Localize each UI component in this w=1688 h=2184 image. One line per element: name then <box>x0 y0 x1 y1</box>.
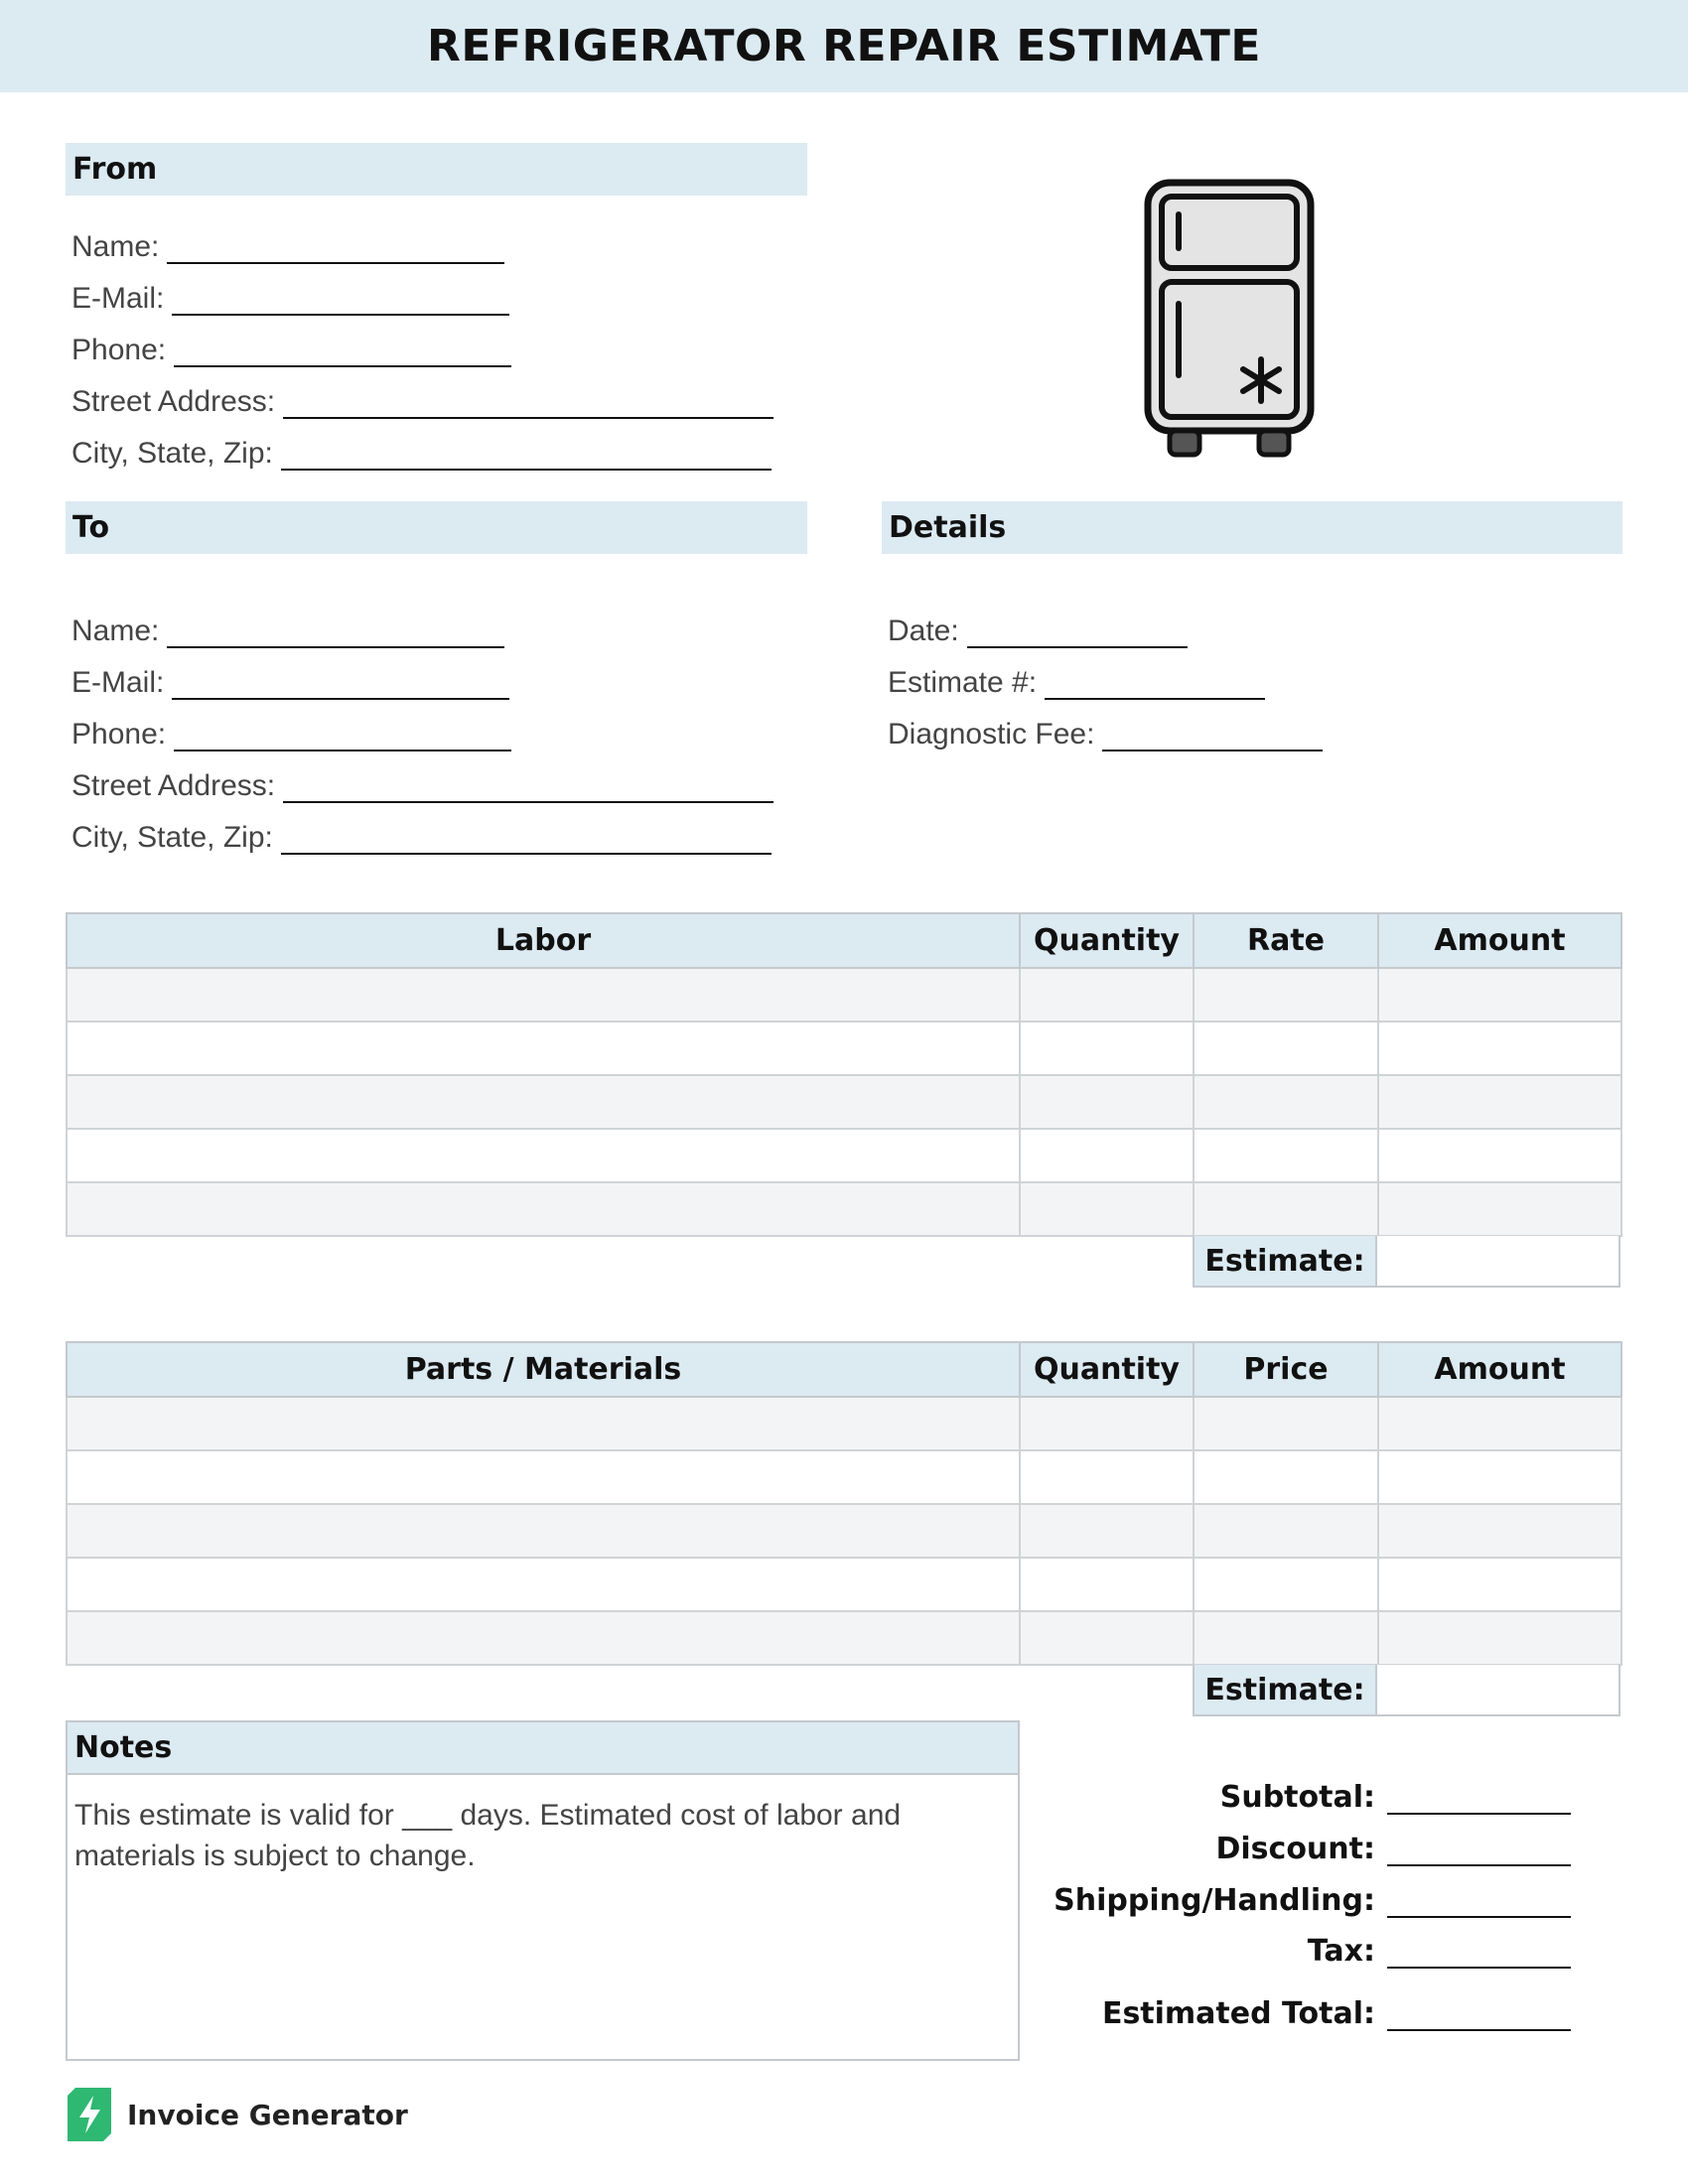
table-cell[interactable] <box>1020 1397 1194 1450</box>
parts-table <box>66 1341 1622 1666</box>
brand-footer <box>68 2088 408 2141</box>
details-section <box>882 501 1622 554</box>
table-cell[interactable] <box>1194 1558 1378 1611</box>
table-cell[interactable] <box>67 1611 1020 1665</box>
table-cell[interactable] <box>1194 1504 1378 1558</box>
table-cell[interactable] <box>67 1022 1020 1075</box>
table-cell[interactable] <box>1194 968 1378 1022</box>
parts-estimate-value[interactable] <box>1377 1665 1620 1716</box>
table-cell[interactable] <box>1378 1182 1621 1236</box>
shipping-row[interactable]: Shipping/Handling : <box>1054 1878 1571 1918</box>
table-cell[interactable] <box>1020 1558 1194 1611</box>
table-cell[interactable] <box>1378 968 1621 1022</box>
totals-section <box>1053 1775 1571 2053</box>
table-cell[interactable] <box>1378 1129 1621 1182</box>
table-cell[interactable] <box>1020 1075 1194 1129</box>
to-street-line[interactable] <box>283 773 774 803</box>
from-name-field[interactable]: Name: <box>71 224 774 264</box>
title-bar <box>0 0 1688 92</box>
table-row <box>67 1450 1621 1504</box>
subtotal-line[interactable] <box>1387 1785 1571 1815</box>
table-cell[interactable] <box>1020 1504 1194 1558</box>
notes-text: This estimate is valid for ___ days. Estimated cost of labor and materials is subject to change. <box>74 1799 902 1872</box>
to-phone-field[interactable]: Phone: <box>71 712 774 751</box>
parts-estimate-label: Estimate: <box>1193 1665 1377 1716</box>
brand-name: Invoice Generator <box>127 2098 408 2131</box>
parts-table-wrapper <box>66 1341 1622 1666</box>
from-section <box>66 143 807 196</box>
table-cell[interactable] <box>67 1504 1020 1558</box>
table-cell[interactable] <box>67 1129 1020 1182</box>
table-cell[interactable] <box>1194 1397 1378 1450</box>
estimated-total-row[interactable]: Estimated Total : <box>1102 1991 1571 2031</box>
table-cell[interactable] <box>1020 968 1194 1022</box>
to-phone-line[interactable] <box>174 722 511 751</box>
table-cell[interactable] <box>1020 1182 1194 1236</box>
notes-section <box>66 1720 1020 2061</box>
from-city-field[interactable]: City, State, Zip: <box>71 431 774 471</box>
to-fields <box>71 609 774 855</box>
table-cell[interactable] <box>1194 1075 1378 1129</box>
shipping-line[interactable] <box>1387 1888 1571 1918</box>
to-city-field[interactable]: City, State, Zip: <box>71 815 774 855</box>
to-heading: To <box>66 501 807 554</box>
labor-col-quantity: Quantity <box>1020 913 1194 968</box>
table-cell[interactable] <box>1020 1022 1194 1075</box>
table-cell[interactable] <box>1020 1129 1194 1182</box>
table-row <box>67 1022 1621 1075</box>
refrigerator-icon <box>1142 177 1321 463</box>
table-cell[interactable] <box>1378 1450 1621 1504</box>
table-row <box>67 1504 1621 1558</box>
to-section <box>66 501 807 554</box>
tax-row[interactable]: Tax : <box>1308 1929 1571 1969</box>
from-fields <box>71 224 774 471</box>
from-email-field[interactable]: E-Mail: <box>71 276 774 316</box>
estimate-number-line[interactable] <box>1045 670 1265 700</box>
to-street-field[interactable]: Street Address: <box>71 763 774 803</box>
labor-table <box>66 912 1622 1237</box>
table-cell[interactable] <box>1020 1450 1194 1504</box>
notes-heading: Notes <box>66 1720 1020 1773</box>
table-cell[interactable] <box>67 1182 1020 1236</box>
table-cell[interactable] <box>1194 1611 1378 1665</box>
details-fields <box>888 609 1323 751</box>
date-line[interactable] <box>967 618 1188 648</box>
parts-estimate-row <box>1193 1665 1620 1716</box>
table-row <box>67 1182 1621 1236</box>
labor-table-wrapper <box>66 912 1622 1237</box>
labor-estimate-value[interactable] <box>1377 1236 1620 1288</box>
to-email-field[interactable]: E-Mail: <box>71 660 774 700</box>
table-row <box>67 1558 1621 1611</box>
estimated-total-line[interactable] <box>1387 2001 1571 2031</box>
table-cell[interactable] <box>1378 1397 1621 1450</box>
to-email-line[interactable] <box>172 670 509 700</box>
date-field[interactable]: Date: <box>888 609 1323 648</box>
labor-estimate-label: Estimate: <box>1193 1236 1377 1288</box>
diagnostic-fee-line[interactable] <box>1102 722 1323 751</box>
to-city-line[interactable] <box>281 825 772 855</box>
from-phone-line[interactable] <box>174 338 511 367</box>
labor-col-amount: Amount <box>1378 913 1621 968</box>
estimate-number-field[interactable]: Estimate #: <box>888 660 1323 700</box>
table-cell[interactable] <box>67 1450 1020 1504</box>
to-name-line[interactable] <box>167 618 504 648</box>
diagnostic-fee-field[interactable]: Diagnostic Fee: <box>888 712 1323 751</box>
table-cell[interactable] <box>1378 1075 1621 1129</box>
from-street-field[interactable]: Street Address: <box>71 379 774 419</box>
from-phone-field[interactable]: Phone: <box>71 328 774 367</box>
table-row <box>67 1129 1621 1182</box>
labor-col-labor: Labor <box>67 913 1020 968</box>
parts-header-row <box>67 1342 1621 1397</box>
table-row <box>67 1611 1621 1665</box>
table-cell[interactable] <box>1378 1504 1621 1558</box>
table-row <box>67 1075 1621 1129</box>
to-name-field[interactable]: Name: <box>71 609 774 648</box>
discount-row[interactable]: Discount : <box>1216 1827 1572 1866</box>
table-cell[interactable] <box>67 1397 1020 1450</box>
from-city-line[interactable] <box>281 441 772 471</box>
from-heading: From <box>66 143 807 196</box>
tax-line[interactable] <box>1387 1939 1571 1969</box>
table-cell[interactable] <box>1378 1022 1621 1075</box>
parts-col-amount: Amount <box>1378 1342 1621 1397</box>
table-cell[interactable] <box>67 968 1020 1022</box>
from-street-line[interactable] <box>283 389 774 419</box>
table-cell[interactable] <box>1194 1022 1378 1075</box>
table-cell[interactable] <box>1194 1450 1378 1504</box>
parts-col-price: Price <box>1194 1342 1378 1397</box>
labor-col-rate: Rate <box>1194 913 1378 968</box>
notes-box[interactable] <box>66 1773 1020 2061</box>
table-row <box>67 968 1621 1022</box>
details-heading: Details <box>882 501 1622 554</box>
table-row <box>67 1397 1621 1450</box>
subtotal-row[interactable]: Subtotal : <box>1220 1775 1571 1815</box>
table-cell[interactable] <box>67 1075 1020 1129</box>
labor-header-row <box>67 913 1621 968</box>
page-title: REFRIGERATOR REPAIR ESTIMATE <box>427 21 1261 71</box>
from-email-line[interactable] <box>172 286 509 316</box>
table-cell[interactable] <box>1378 1611 1621 1665</box>
lightning-bolt-icon <box>68 2088 111 2141</box>
table-cell[interactable] <box>1020 1611 1194 1665</box>
table-cell[interactable] <box>67 1558 1020 1611</box>
parts-col-materials: Parts / Materials <box>67 1342 1020 1397</box>
table-cell[interactable] <box>1194 1182 1378 1236</box>
parts-col-quantity: Quantity <box>1020 1342 1194 1397</box>
from-name-line[interactable] <box>167 234 504 264</box>
labor-estimate-row <box>1193 1236 1620 1288</box>
discount-line[interactable] <box>1387 1837 1571 1866</box>
table-cell[interactable] <box>1378 1558 1621 1611</box>
table-cell[interactable] <box>1194 1129 1378 1182</box>
